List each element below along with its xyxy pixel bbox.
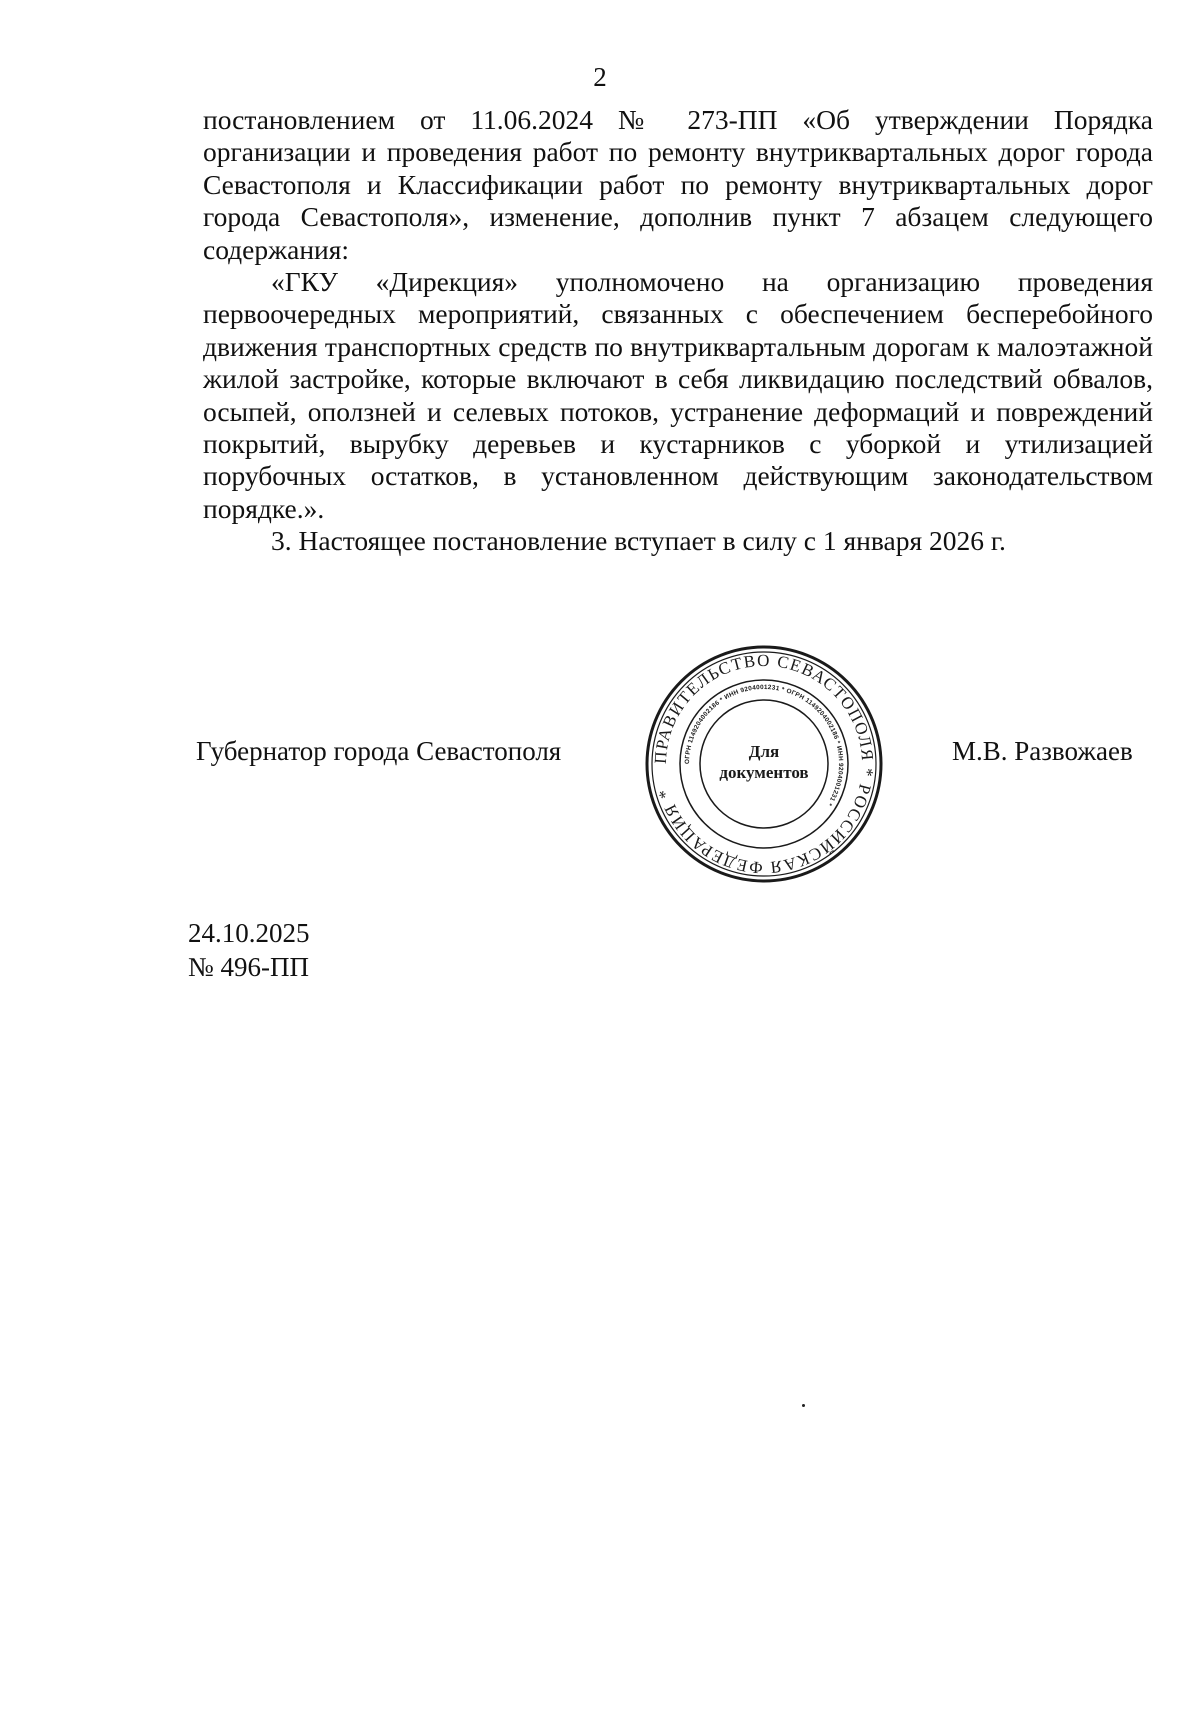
paragraph-effective-date: 3. Настоящее постановление вступает в силу с 1 января 2026 г.: [271, 525, 1006, 557]
paragraph-amendment-intro: постановлением от 11.06.2024 № 273-ПП «Об утверждении Порядка организации и проведения работ по ремонту внутриквартальных дорог города Севастополя и Классификации работ по ремонту внутриквартальных дорог города Севастополя», изменение, дополнив пункт 7 абзацем следующего содержания:: [203, 104, 1153, 265]
seal-inner-text: ОГРН 1149204002186 * ИНН 9204001231 * ОГРН 1149204002186 * ИНН 9204001231 *: [683, 683, 845, 807]
seal-outer-text: ПРАВИТЕЛЬСТВО СЕВАСТОПОЛЯ * РОССИЙСКАЯ ФЕДЕРАЦИЯ *: [650, 650, 878, 878]
document-date: 24.10.2025: [188, 918, 310, 948]
signature-block: [0, 736, 1200, 772]
scan-speck: [802, 1404, 805, 1407]
official-seal: [644, 644, 884, 884]
signer-title: Губернатор города Севастополя: [196, 736, 562, 766]
seal-center-line-1: Для: [748, 742, 780, 761]
document-number: № 496-ПП: [188, 952, 309, 982]
paragraph-amendment-text: «ГКУ «Дирекция» уполномочено на организацию проведения первоочередных мероприятий, связанных с обеспечением бесперебойного движения транспортных средств по внутриквартальным дорогам к малоэтажной жилой застройке, которые включают в себя ликвидацию последствий обвалов, осыпей, оползней и селевых потоков, устранение деформаций и повреждений покрытий, вырубку деревьев и кустарников с уборкой и утилизацией порубочных остатков, в установленном действующим законодательством порядке.».: [203, 266, 1153, 524]
document-meta: [188, 916, 310, 984]
signer-name: М.В. Развожаев: [952, 736, 1133, 766]
page-number: 2: [593, 62, 607, 92]
document-body: [203, 104, 1153, 558]
seal-center-line-2: документов: [719, 763, 809, 782]
